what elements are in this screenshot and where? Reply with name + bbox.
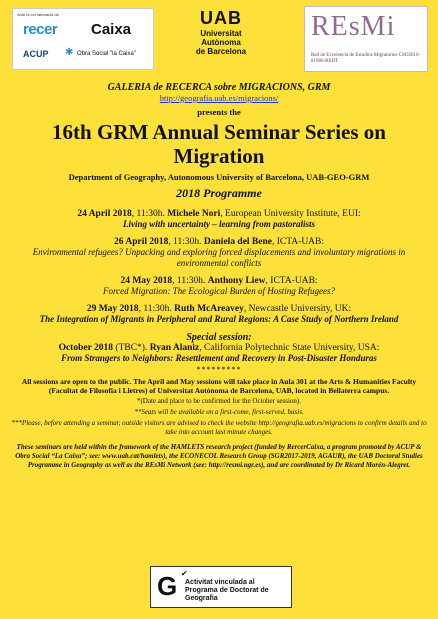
remi-subtitle: Red de Excelencia de Estudios Migratorios CSO2016-81986-REDT bbox=[311, 53, 421, 64]
open-to-public-note: All sessions are open to the public. The April and May sessions will take place in Aula 301 at the Arts & Humanities Faculty (Facultat de Filosofia i Lletres) of Universitat Autònoma de Barcelona, UAB, located in Bellaterra campus. bbox=[21, 377, 417, 395]
special-session-header: October 2018 (TBC*). Ryan Alaniz, California Polytechnic State University, USA: bbox=[58, 343, 380, 353]
session-topic: Living with uncertainty – learning from pastoralists bbox=[122, 219, 316, 229]
session-1 bbox=[10, 209, 428, 230]
department-line: Department of Geography, Autonomous University of Barcelona, UAB-GEO-GRM bbox=[68, 172, 370, 182]
session-3 bbox=[10, 276, 428, 297]
remi-logo bbox=[304, 6, 428, 72]
session-header: 29 May 2018, 11:30h. Ruth McAreavey, Newcastle University, UK: bbox=[86, 304, 352, 314]
obra-social-star-icon: ✱ bbox=[65, 47, 74, 58]
uab-line-3: de Barcelona bbox=[195, 47, 247, 56]
header-logos bbox=[0, 0, 438, 78]
collab-label: Amb la col·laboració de bbox=[17, 12, 59, 17]
remi-name: REsMi bbox=[311, 11, 396, 42]
gallery-heading: GALERIA de RECERCA sobre MIGRACIONS, GRM bbox=[107, 82, 331, 93]
doctoral-programme-badge bbox=[150, 566, 292, 608]
poster-content bbox=[10, 82, 428, 470]
session-4 bbox=[10, 304, 428, 325]
uab-mark: UAB bbox=[200, 8, 242, 28]
hamlets-note: These seminars are held within the framework of the HAMLETS research project (funded by RercerCaixa, a program promoted by ACUP & Obra Social “La Caixa”; see: www.uab.cat/hamlets), the ECONECOL Research Group (SGR2017-2019, AGAUR), the UAB Doctoral Studies Programme in Geography as well as the REsMi Network (see: http://resmi.ugr.es), and are coordinated by Dr Ricard Morén-Alegret. bbox=[15, 443, 423, 469]
recercaixa-logo-block bbox=[12, 8, 154, 70]
uab-line-1: Universitat bbox=[200, 29, 242, 38]
special-session-topic: From Strangers to Neighbors: Resettlement and Recovery in Post-Disaster Honduras bbox=[61, 353, 377, 363]
uab-line-2: Autònoma bbox=[201, 38, 241, 47]
gallery-link[interactable]: http://geografia.uab.es/migracions/ bbox=[159, 93, 279, 103]
session-topic: The Integration of Migrants in Peripheral and Rural Regions: A Case Study of Northern Ireland bbox=[39, 314, 399, 324]
session-header: 26 April 2018, 11:30h. Daniela del Bene, ICTA-UAB: bbox=[113, 237, 325, 247]
seats-note: **Seats will be available on a first-come, first-served, basis. bbox=[134, 408, 304, 416]
acup-logo: ACUP bbox=[23, 49, 49, 59]
visitors-note: ***Please, before attending a seminar, outside visitors are advised to check the website http://geografia.uab.es/migracions to confirm details and to take into account last minute changes. bbox=[11, 419, 427, 436]
separator-stars: ********* bbox=[196, 365, 242, 374]
programme-heading: 2018 Programme bbox=[176, 186, 262, 200]
session-header: 24 May 2018, 11:30h. Anthony Liew, ICTA-UAB: bbox=[120, 276, 318, 286]
page-title: 16th GRM Annual Seminar Series on Migration bbox=[52, 120, 386, 168]
session-2 bbox=[10, 237, 428, 269]
badge-text: Activitat vinculada al Programa de Doctorat de Geografia bbox=[185, 579, 269, 602]
obra-social-logo: Obra Social "la Caixa" bbox=[77, 51, 136, 57]
recer-logo-text: recer bbox=[23, 21, 58, 38]
uab-logo bbox=[186, 8, 256, 72]
geografia-g-icon: G bbox=[157, 571, 178, 601]
check-icon: ✔ bbox=[181, 569, 188, 578]
special-session-label: Special session: bbox=[186, 332, 252, 343]
session-topic: Forced Migration: The Ecological Burden of Hosting Refugees? bbox=[102, 286, 336, 296]
caixa-logo-text: Caixa bbox=[91, 21, 132, 38]
presents-text: presents the bbox=[197, 107, 241, 117]
session-topic: Environmental refugees? Unpacking and exploring forced displacements and involuntary migrations in environmental conflicts bbox=[32, 247, 406, 268]
session-header: 24 April 2018, 11:30h. Michele Nori, European University Institute, EUI: bbox=[77, 209, 361, 219]
date-tbc-note: *(Date and place to be confirmed for the October session). bbox=[136, 397, 302, 405]
